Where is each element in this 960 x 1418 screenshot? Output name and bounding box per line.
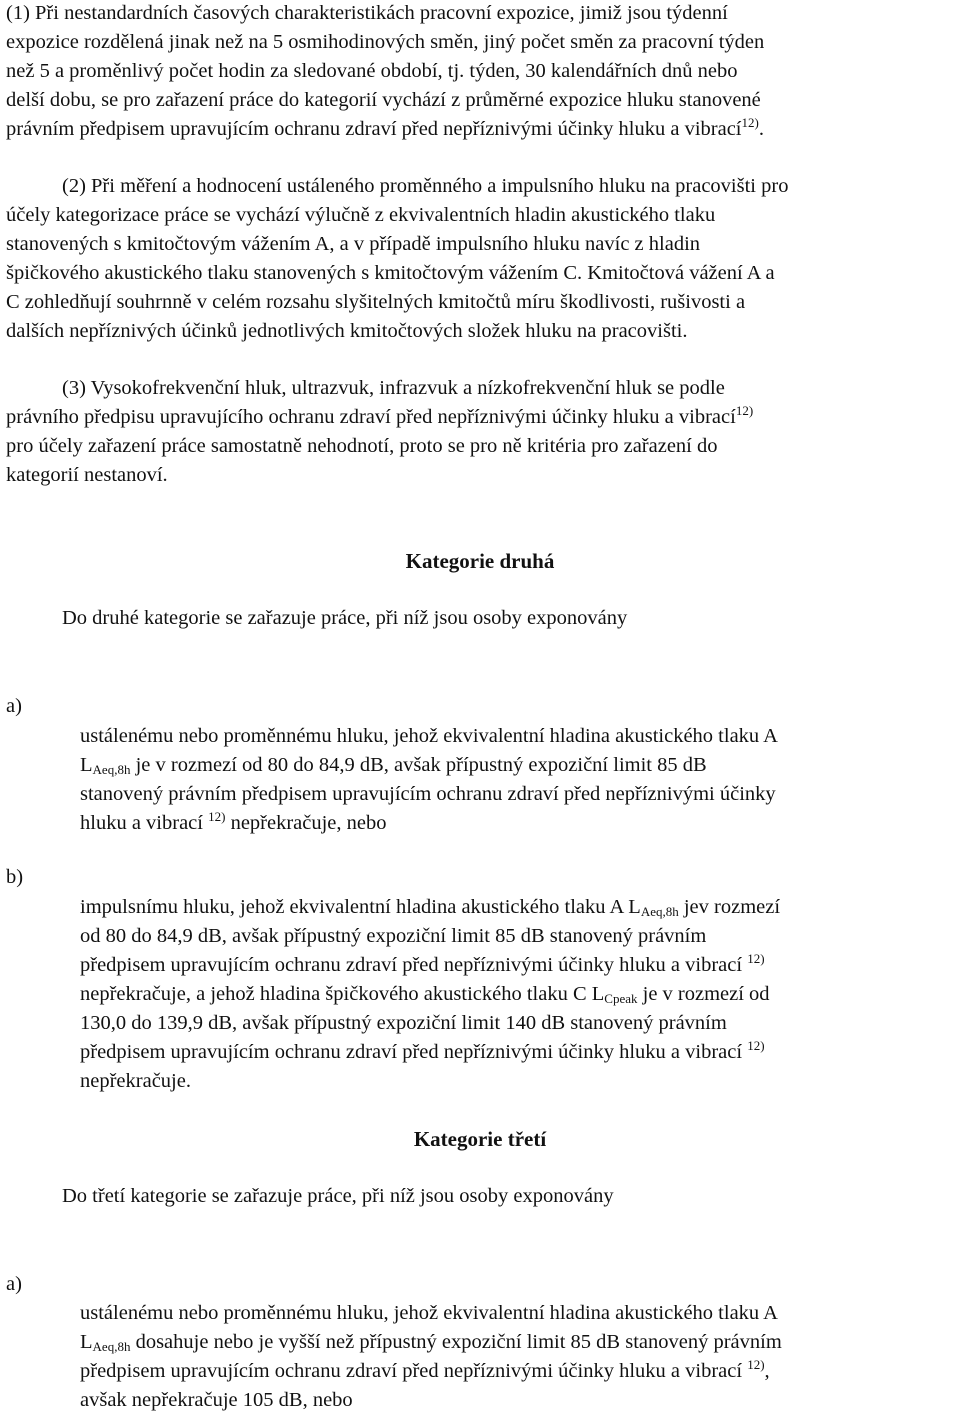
paragraph-1-line: než 5 a proměnlivý počet hodin za sledované období, tj. týden, 30 kalendářních dnů nebo [6, 60, 738, 82]
item-line-text: předpisem upravujícím ochranu zdraví před nepříznivými účinky hluku a vibrací [80, 1041, 748, 1063]
item-line-text: je v rozmezí od [637, 983, 770, 1005]
item-line [80, 1328, 950, 1357]
heading-category-2: Kategorie druhá [405, 549, 555, 573]
subscript: Aeq,8h [640, 904, 679, 919]
footnote-ref: 12) [735, 403, 754, 418]
item-line-text: nepřekračuje, nebo [225, 812, 387, 834]
footnote-ref: 12) [747, 1357, 765, 1372]
symbol-l: L [80, 1331, 93, 1353]
paragraph-3-line-text: právního předpisu upravujícího ochranu zdraví před nepříznivými účinky hluku a vibrací [6, 406, 736, 428]
footnote-ref: 12) [741, 115, 759, 130]
item-line [80, 1357, 950, 1386]
symbol-l: L [80, 754, 93, 776]
heading-category-3: Kategorie třetí [413, 1127, 547, 1151]
paragraph-3-line [6, 403, 956, 432]
paragraph-3-line: kategorií nestanoví. [6, 464, 168, 486]
paragraph-1-end: . [758, 118, 764, 140]
category-2-intro: Do druhé kategorie se zařazuje práce, při níž jsou osoby exponovány [62, 607, 628, 629]
item-line: ustálenému nebo proměnnému hluku, jehož ekvivalentní hladina akustického tlaku A [80, 1302, 778, 1324]
subscript: Aeq,8h [92, 762, 131, 777]
item-line [80, 980, 950, 1009]
paragraph-1-line: delší dobu, se pro zařazení práce do kategorií vychází z průměrné expozice hluku stanovené [6, 89, 761, 111]
footnote-ref: 12) [747, 951, 765, 966]
item-line-text: impulsnímu hluku, jehož ekvivalentní hladina akustického tlaku A L [80, 896, 641, 918]
paragraph-1-line [6, 115, 956, 144]
paragraph-3-line: (3) Vysokofrekvenční hluk, ultrazvuk, infrazvuk a nízkofrekvenční hluk se podle [62, 377, 725, 399]
item-marker-a: a) [6, 1273, 22, 1295]
paragraph-2-line: C zohledňují souhrnně v celém rozsahu slyšitelných kmitočtů míru škodlivosti, rušivosti a [6, 291, 746, 313]
category-3-intro: Do třetí kategorie se zařazuje práce, při níž jsou osoby exponovány [62, 1185, 614, 1207]
item-line: stanovený právním předpisem upravujícím ochranu zdraví před nepříznivými účinky [80, 783, 776, 805]
item-line-text: je v rozmezí od 80 do 84,9 dB, avšak přípustný expoziční limit 85 dB [130, 754, 707, 776]
paragraph-2 [6, 172, 956, 346]
paragraph-3 [6, 374, 956, 490]
category-2-item-b [80, 893, 950, 1096]
paragraph-2-line: účely kategorizace práce se vychází výlučně z ekvivalentních hladin akustického tlaku [6, 204, 716, 226]
item-line: nepřekračuje. [80, 1070, 191, 1092]
paragraph-1-line: expozice rozdělená jinak než na 5 osmihodinových směn, jiný počet směn za pracovní týden [6, 31, 765, 53]
paragraph-3-line: pro účely zařazení práce samostatně nehodnotí, proto se pro ně kritéria pro zařazení do [6, 435, 718, 457]
paragraph-2-line: špičkového akustického tlaku stanovených s kmitočtovým vážením C. Kmitočtová vážení A a [6, 262, 775, 284]
item-line: od 80 do 84,9 dB, avšak přípustný expoziční limit 85 dB stanovený právním [80, 925, 707, 947]
item-line [80, 1038, 950, 1067]
subscript: Cpeak [604, 991, 638, 1006]
item-line-text: dosahuje nebo je vyšší než přípustný expoziční limit 85 dB stanovený právním [130, 1331, 782, 1353]
item-line-text: jev rozmezí [678, 896, 781, 918]
item-marker-a: a) [6, 695, 22, 717]
category-3-item-a [80, 1299, 950, 1415]
item-line [80, 751, 950, 780]
paragraph-1-line: (1) Při nestandardních časových charakteristikách pracovní expozice, jimiž jsou týdenní [6, 2, 728, 24]
item-line [80, 893, 950, 922]
paragraph-1-last-text: právním předpisem upravujícím ochranu zdraví před nepříznivými účinky hluku a vibrací [6, 118, 742, 140]
item-line [80, 951, 950, 980]
paragraph-2-line: stanovených s kmitočtovým vážením A, a v případě impulsního hluku navíc z hladin [6, 233, 701, 255]
paragraph-2-line: (2) Při měření a hodnocení ustáleného proměnného a impulsního hluku na pracovišti pro [62, 175, 789, 197]
footnote-ref: 12) [208, 809, 226, 824]
footnote-ref: 12) [747, 1038, 765, 1053]
paragraph-1 [6, 0, 956, 144]
paragraph-2-line: dalších nepříznivých účinků jednotlivých kmitočtových složek hluku na pracovišti. [6, 320, 688, 342]
item-line: 130,0 do 139,9 dB, avšak přípustný expoziční limit 140 dB stanovený právním [80, 1012, 727, 1034]
item-marker-b: b) [6, 866, 24, 888]
item-line-text: předpisem upravujícím ochranu zdraví před nepříznivými účinky hluku a vibrací [80, 954, 748, 976]
item-line: ustálenému nebo proměnnému hluku, jehož ekvivalentní hladina akustického tlaku A [80, 725, 778, 747]
item-line-text: nepřekračuje, a jehož hladina špičkového akustického tlaku C L [80, 983, 605, 1005]
item-line: avšak nepřekračuje 105 dB, nebo [80, 1389, 353, 1411]
item-line-text: , [764, 1360, 770, 1382]
category-2-item-a [80, 722, 950, 838]
item-line-text: předpisem upravujícím ochranu zdraví před nepříznivými účinky hluku a vibrací [80, 1360, 748, 1382]
subscript: Aeq,8h [92, 1339, 131, 1354]
item-line [80, 809, 950, 838]
item-line-text: hluku a vibrací [80, 812, 209, 834]
